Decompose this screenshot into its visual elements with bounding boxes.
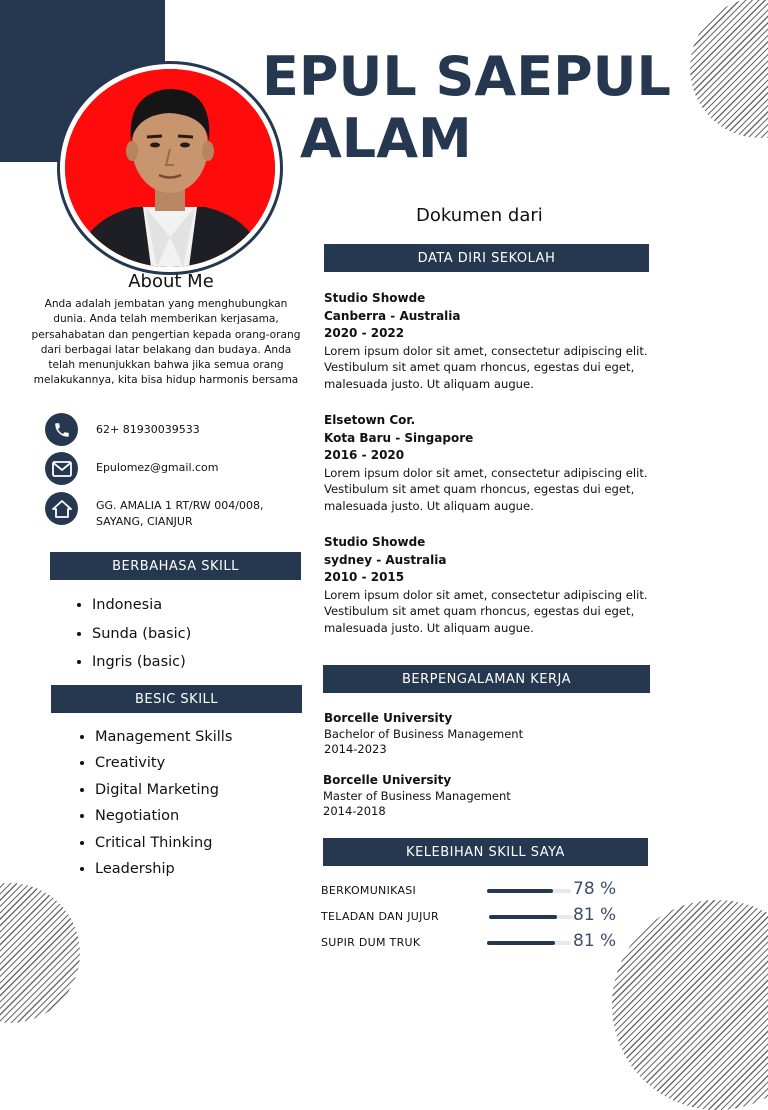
basic-skills-list	[75, 729, 232, 887]
profile-photo	[60, 64, 280, 272]
phone-icon	[45, 413, 78, 446]
address-line-1: GG. AMALIA 1 RT/RW 004/008,	[96, 499, 264, 512]
job-role: Master of Business Management	[323, 788, 511, 803]
skill-label: BERKOMUNIKASI	[321, 884, 417, 897]
hatched-circle-decoration	[612, 900, 768, 1110]
skill-level-row	[321, 933, 621, 953]
name-line-1: EPUL SAEPUL	[262, 45, 671, 108]
experience-section-header: BERPENGALAMAN KERJA	[323, 665, 650, 693]
skill-percent: 81 %	[573, 931, 617, 951]
skill-level-row	[321, 881, 621, 901]
email-address: Epulomez@gmail.com	[96, 461, 219, 474]
list-item: • Indonesia	[92, 597, 191, 626]
list-item: • Leadership	[95, 861, 232, 887]
list-item: • Ingris (basic)	[92, 654, 191, 683]
experience-entry	[323, 773, 643, 820]
education-entry	[324, 412, 684, 514]
education-entry	[324, 290, 684, 392]
school-years: 2020 - 2022	[324, 326, 405, 340]
education-entry	[324, 534, 684, 636]
skill-level-track	[487, 941, 571, 945]
school-years: 2010 - 2015	[324, 570, 405, 584]
address	[96, 498, 264, 530]
skill-level-track	[489, 915, 573, 919]
about-title: About Me	[128, 271, 214, 292]
list-item: • Management Skills	[95, 729, 232, 755]
list-item: • Creativity	[95, 755, 232, 781]
list-item: • Digital Marketing	[95, 782, 232, 808]
name-line-2: ALAM	[300, 107, 472, 170]
hatched-circle-decoration	[0, 883, 80, 1023]
education-section-header: DATA DIRI SEKOLAH	[324, 244, 649, 272]
organization-name: Borcelle University	[324, 711, 453, 725]
skill-percent: 81 %	[573, 905, 617, 925]
list-item: • Sunda (basic)	[92, 626, 191, 655]
skill-level-fill	[487, 889, 553, 893]
school-name: Studio Showde	[324, 291, 426, 305]
organization-name: Borcelle University	[323, 773, 452, 787]
languages-section-header: BERBAHASA SKILL	[50, 552, 301, 580]
hatched-circle-decoration	[690, 0, 768, 138]
about-text: Anda adalah jembatan yang menghubungkan dunia. Anda telah memberikan kerjasama, persahabatan dan pengertian kepada orang-orang dari berbagai latar belakang dan budaya. Anda telah menunjukkan bahwa jika semua orang melakukannya, kita bisa hidup harmonis bersama	[31, 298, 301, 387]
school-name: Elsetown Cor.	[324, 413, 416, 427]
skill-level-fill	[489, 915, 557, 919]
mail-icon	[45, 452, 78, 485]
school-description: Lorem ipsum dolor sit amet, consectetur adipiscing elit. Vestibulum sit amet quam rhoncus, egestas dui eget, malesuada justo. Ut aliquam augue.	[324, 343, 648, 391]
school-description: Lorem ipsum dolor sit amet, consectetur adipiscing elit. Vestibulum sit amet quam rhoncus, egestas dui eget, malesuada justo. Ut aliquam augue.	[324, 587, 648, 635]
phone-number: 62+ 81930039533	[96, 423, 200, 436]
skill-level-fill	[487, 941, 555, 945]
school-years: 2016 - 2020	[324, 448, 405, 462]
school-name: Studio Showde	[324, 535, 426, 549]
job-role: Bachelor of Business Management	[324, 726, 524, 741]
school-place: sydney - Australia	[324, 552, 447, 567]
job-years: 2014-2023	[324, 742, 387, 757]
skill-level-row	[321, 907, 621, 927]
skill-label: SUPIR DUM TRUK	[321, 936, 421, 949]
languages-list	[72, 597, 191, 683]
basic-skills-section-header: BESIC SKILL	[51, 685, 302, 713]
list-item: • Negotiation	[95, 808, 232, 834]
school-place: Kota Baru - Singapore	[324, 430, 474, 445]
advantages-section-header: KELEBIHAN SKILL SAYA	[323, 838, 648, 866]
document-from-label: Dokumen dari	[416, 205, 543, 226]
home-icon	[45, 492, 78, 525]
skill-label: TELADAN DAN JUJUR	[321, 910, 439, 923]
experience-entry	[324, 711, 644, 758]
job-years: 2014-2018	[323, 804, 386, 819]
school-place: Canberra - Australia	[324, 308, 461, 323]
skill-percent: 78 %	[573, 879, 617, 899]
address-line-2: SAYANG, CIANJUR	[96, 515, 193, 528]
skill-level-track	[487, 889, 571, 893]
school-description: Lorem ipsum dolor sit amet, consectetur adipiscing elit. Vestibulum sit amet quam rhoncus, egestas dui eget, malesuada justo. Ut aliquam augue.	[324, 465, 648, 513]
list-item: • Critical Thinking	[95, 835, 232, 861]
